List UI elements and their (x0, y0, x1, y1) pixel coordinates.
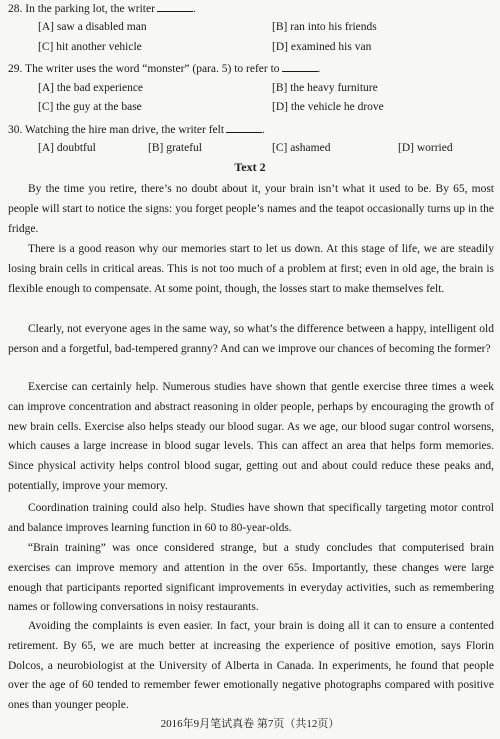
question-30: 30. Watching the hire man drive, the writer felt . (8, 124, 265, 136)
question-stem: 28. In the parking lot, the writer (8, 3, 155, 15)
question-stem: 30. Watching the hire man drive, the writer felt (8, 124, 225, 136)
option-d: [D] the vehicle he drove (272, 101, 384, 113)
option-a: [A] the bad experience (38, 82, 144, 94)
section-heading: Text 2 (234, 160, 266, 174)
option-b: [B] grateful (148, 142, 202, 154)
question-stem: 29. The writer uses the word “monster” (para. 5) to refer to (8, 63, 280, 75)
paragraph-6: “Brain training” was once considered strange, but a study concludes that computerised brain exercises can improve memory and attention in the over 65s. Importantly, these changes were large enough that participants reported significant improvements in everyday activities, such as remembering names or following conversations in noisy restaurants. (8, 542, 494, 614)
paragraph-7: Avoiding the complaints is even easier. In fact, your brain is doing all it can to ensure a contented retirement. By 65, we are much better at increasing the experience of positive emotion, says Florin Dolcos, a neurobiologist at the University of Alberta in Canada. In experiments, he found that people over the age of 60 tended to remember fewer emotionally negative photographs compared with positive ones than younger people. (8, 620, 494, 712)
option-b: [B] the heavy furniture (272, 82, 378, 94)
option-c: [C] the guy at the base (38, 101, 142, 113)
option-a: [A] doubtful (38, 142, 96, 154)
paragraph-4: Exercise can certainly help. Numerous studies have shown that gentle exercise three times a week can improve concentration and abstract reasoning in older people, perhaps by encouraging the growth of new brain cells. Exercise also helps steady our blood sugar. As we age, our blood sugar control worsens, which causes a large increase in blood sugar levels. This can affect an area that helps form memories. Since physical activity helps control blood sugar, getting out and about could reduce these peaks and, potentially, improve your memory. (8, 381, 494, 492)
paragraph-3: Clearly, not everyone ages in the same way, so what’s the difference between a happy, intelligent old person and a forgetful, bad-tempered granny? And can we improve our chances of becoming the former? (8, 323, 494, 355)
option-c: [C] ashamed (272, 142, 331, 154)
paragraph-1: By the time you retire, there’s no doubt about it, your brain isn’t what it used to be. By 65, most people will start to notice the signs: you forget people’s names and the teapot occasionally turns up in the fridge. (8, 183, 494, 235)
paragraph-2: There is a good reason why our memories start to let us down. At this stage of life, we are steadily losing brain cells in critical areas. This is not too much of a problem at first; even in old age, the brain is flexible enough to compensate. At some point, though, the losses start to make themselves felt. (8, 243, 494, 295)
option-c: [C] hit another vehicle (38, 41, 142, 53)
question-29: 29. The writer uses the word “monster” (para. 5) to refer to . (8, 63, 321, 75)
option-d: [D] worried (398, 142, 453, 154)
paragraph-5: Coordination training could also help. Studies have shown that specifically targeting motor control and balance improves learning function in 60 to 80-year-olds. (8, 502, 494, 534)
answer-blank (282, 62, 318, 72)
question-28: 28. In the parking lot, the writer . (8, 3, 196, 15)
option-b: [B] ran into his friends (272, 21, 377, 33)
page-footer: 2016年9月笔试真卷 第7页（共12页） (160, 718, 340, 730)
answer-blank (226, 123, 262, 133)
option-d: [D] examined his van (272, 41, 372, 53)
option-a: [A] saw a disabled man (38, 21, 147, 33)
answer-blank (157, 2, 193, 12)
